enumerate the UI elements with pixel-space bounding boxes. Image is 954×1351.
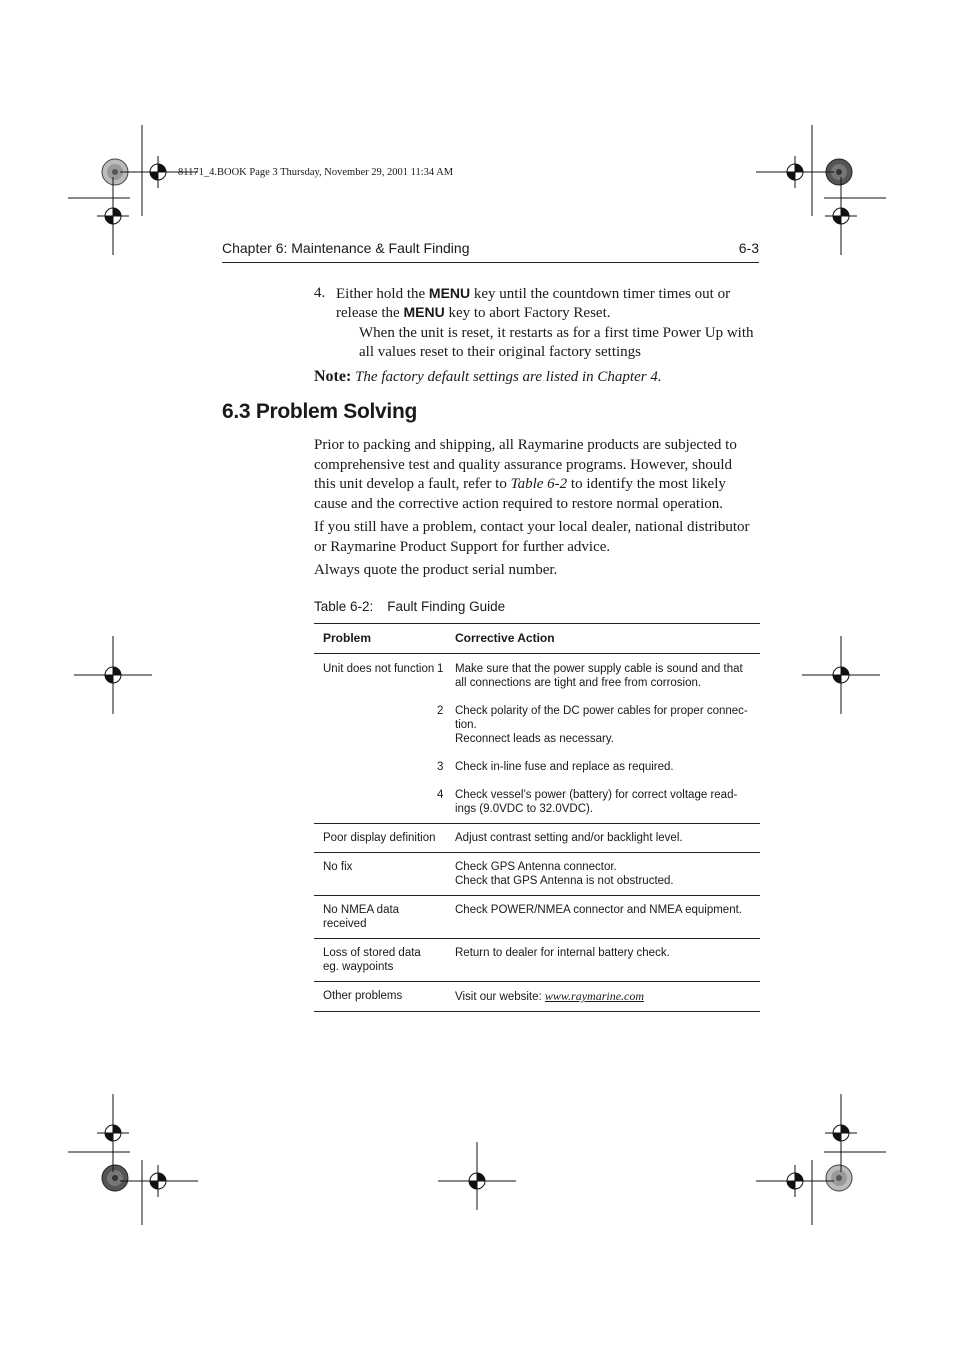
table-row [314, 853, 760, 896]
page-number: 6-3 [738, 240, 759, 256]
problem-cell: Unit does not function [314, 654, 455, 824]
paragraph-2: If you still have a problem, contact your local dealer, national distributor or Raymarine Product Support for further advice. [314, 519, 750, 555]
step-4-result-line-1: When the unit is reset, it restarts as for a first time Power Up with [359, 325, 754, 341]
problem-cell: Other problems [314, 982, 455, 1012]
header-corrective-action: Corrective Action [455, 624, 760, 654]
table-reference: Table 6-2 [510, 476, 568, 492]
fault-finding-table [314, 623, 760, 1012]
action-cell [437, 654, 760, 824]
step-4-number: 4. [314, 285, 326, 301]
step-4-result-line-2: all values reset to their original factory settings [359, 344, 641, 360]
action-step: 2 Check polarity of the DC power cables for proper connec- tion. Reconnect leads as necessary. [437, 705, 748, 745]
step-4-line-1: Either hold the MENU key until the countdown timer times out or [336, 285, 731, 302]
action-cell: Adjust contrast setting and/or backlight level. [455, 824, 760, 853]
registration-disc [826, 1165, 852, 1191]
step-4-line-2: release the MENU key to abort Factory Reset. [336, 304, 611, 321]
action-step: 3 Check in-line fuse and replace as required. [437, 761, 674, 773]
note-label: Note: [314, 368, 352, 385]
note-text: The factory default settings are listed in Chapter 4. [355, 369, 662, 385]
table-caption: Table 6-2: Fault Finding Guide [314, 599, 506, 614]
action-cell: Visit our website: www.raymarine.com [455, 982, 760, 1012]
table-row [314, 824, 760, 853]
table-row [314, 982, 760, 1012]
action-cell: Check GPS Antenna connector. Check that GPS Antenna is not obstructed. [455, 853, 760, 896]
problem-cell: No NMEA data received [314, 896, 455, 939]
paragraph-3: Always quote the product serial number. [314, 562, 558, 578]
section-title: 6.3 Problem Solving [222, 400, 418, 423]
paragraph-1: Prior to packing and shipping, all Raymarine products are subjected to comprehensive test and quality assurance programs. However, should this unit develop a fault, refer to Table 6-2 to identify the most likely cause and the corrective action required to restore normal operation. [314, 437, 737, 512]
note [314, 367, 662, 388]
website-link[interactable]: www.raymarine.com [544, 989, 645, 1003]
problem-cell: No fix [314, 853, 455, 896]
action-cell: Return to dealer for internal battery check. [455, 939, 760, 982]
page-header [222, 240, 759, 263]
header-problem: Problem [314, 624, 455, 654]
table-row [314, 896, 760, 939]
chapter-title: Chapter 6: Maintenance & Fault Finding [222, 240, 470, 256]
menu-key-label: MENU [428, 285, 471, 301]
registration-disc [102, 1165, 128, 1191]
action-cell: Check POWER/NMEA connector and NMEA equipment. [455, 896, 760, 939]
menu-key-label: MENU [403, 304, 445, 320]
table-header-row [314, 624, 760, 654]
table-row [314, 939, 760, 982]
table-row [314, 654, 760, 824]
problem-cell: Loss of stored data eg. waypoints [314, 939, 455, 982]
action-step: 1 Make sure that the power supply cable is sound and that all connections are tight and free from corrosion. [437, 663, 743, 689]
print-slug: 81171_4.BOOK Page 3 Thursday, November 29, 2001 11:34 AM [178, 167, 454, 178]
problem-cell: Poor display definition [314, 824, 455, 853]
action-step: 4 Check vessel’s power (battery) for correct voltage read- ings (9.0VDC to 32.0VDC). [437, 789, 738, 815]
